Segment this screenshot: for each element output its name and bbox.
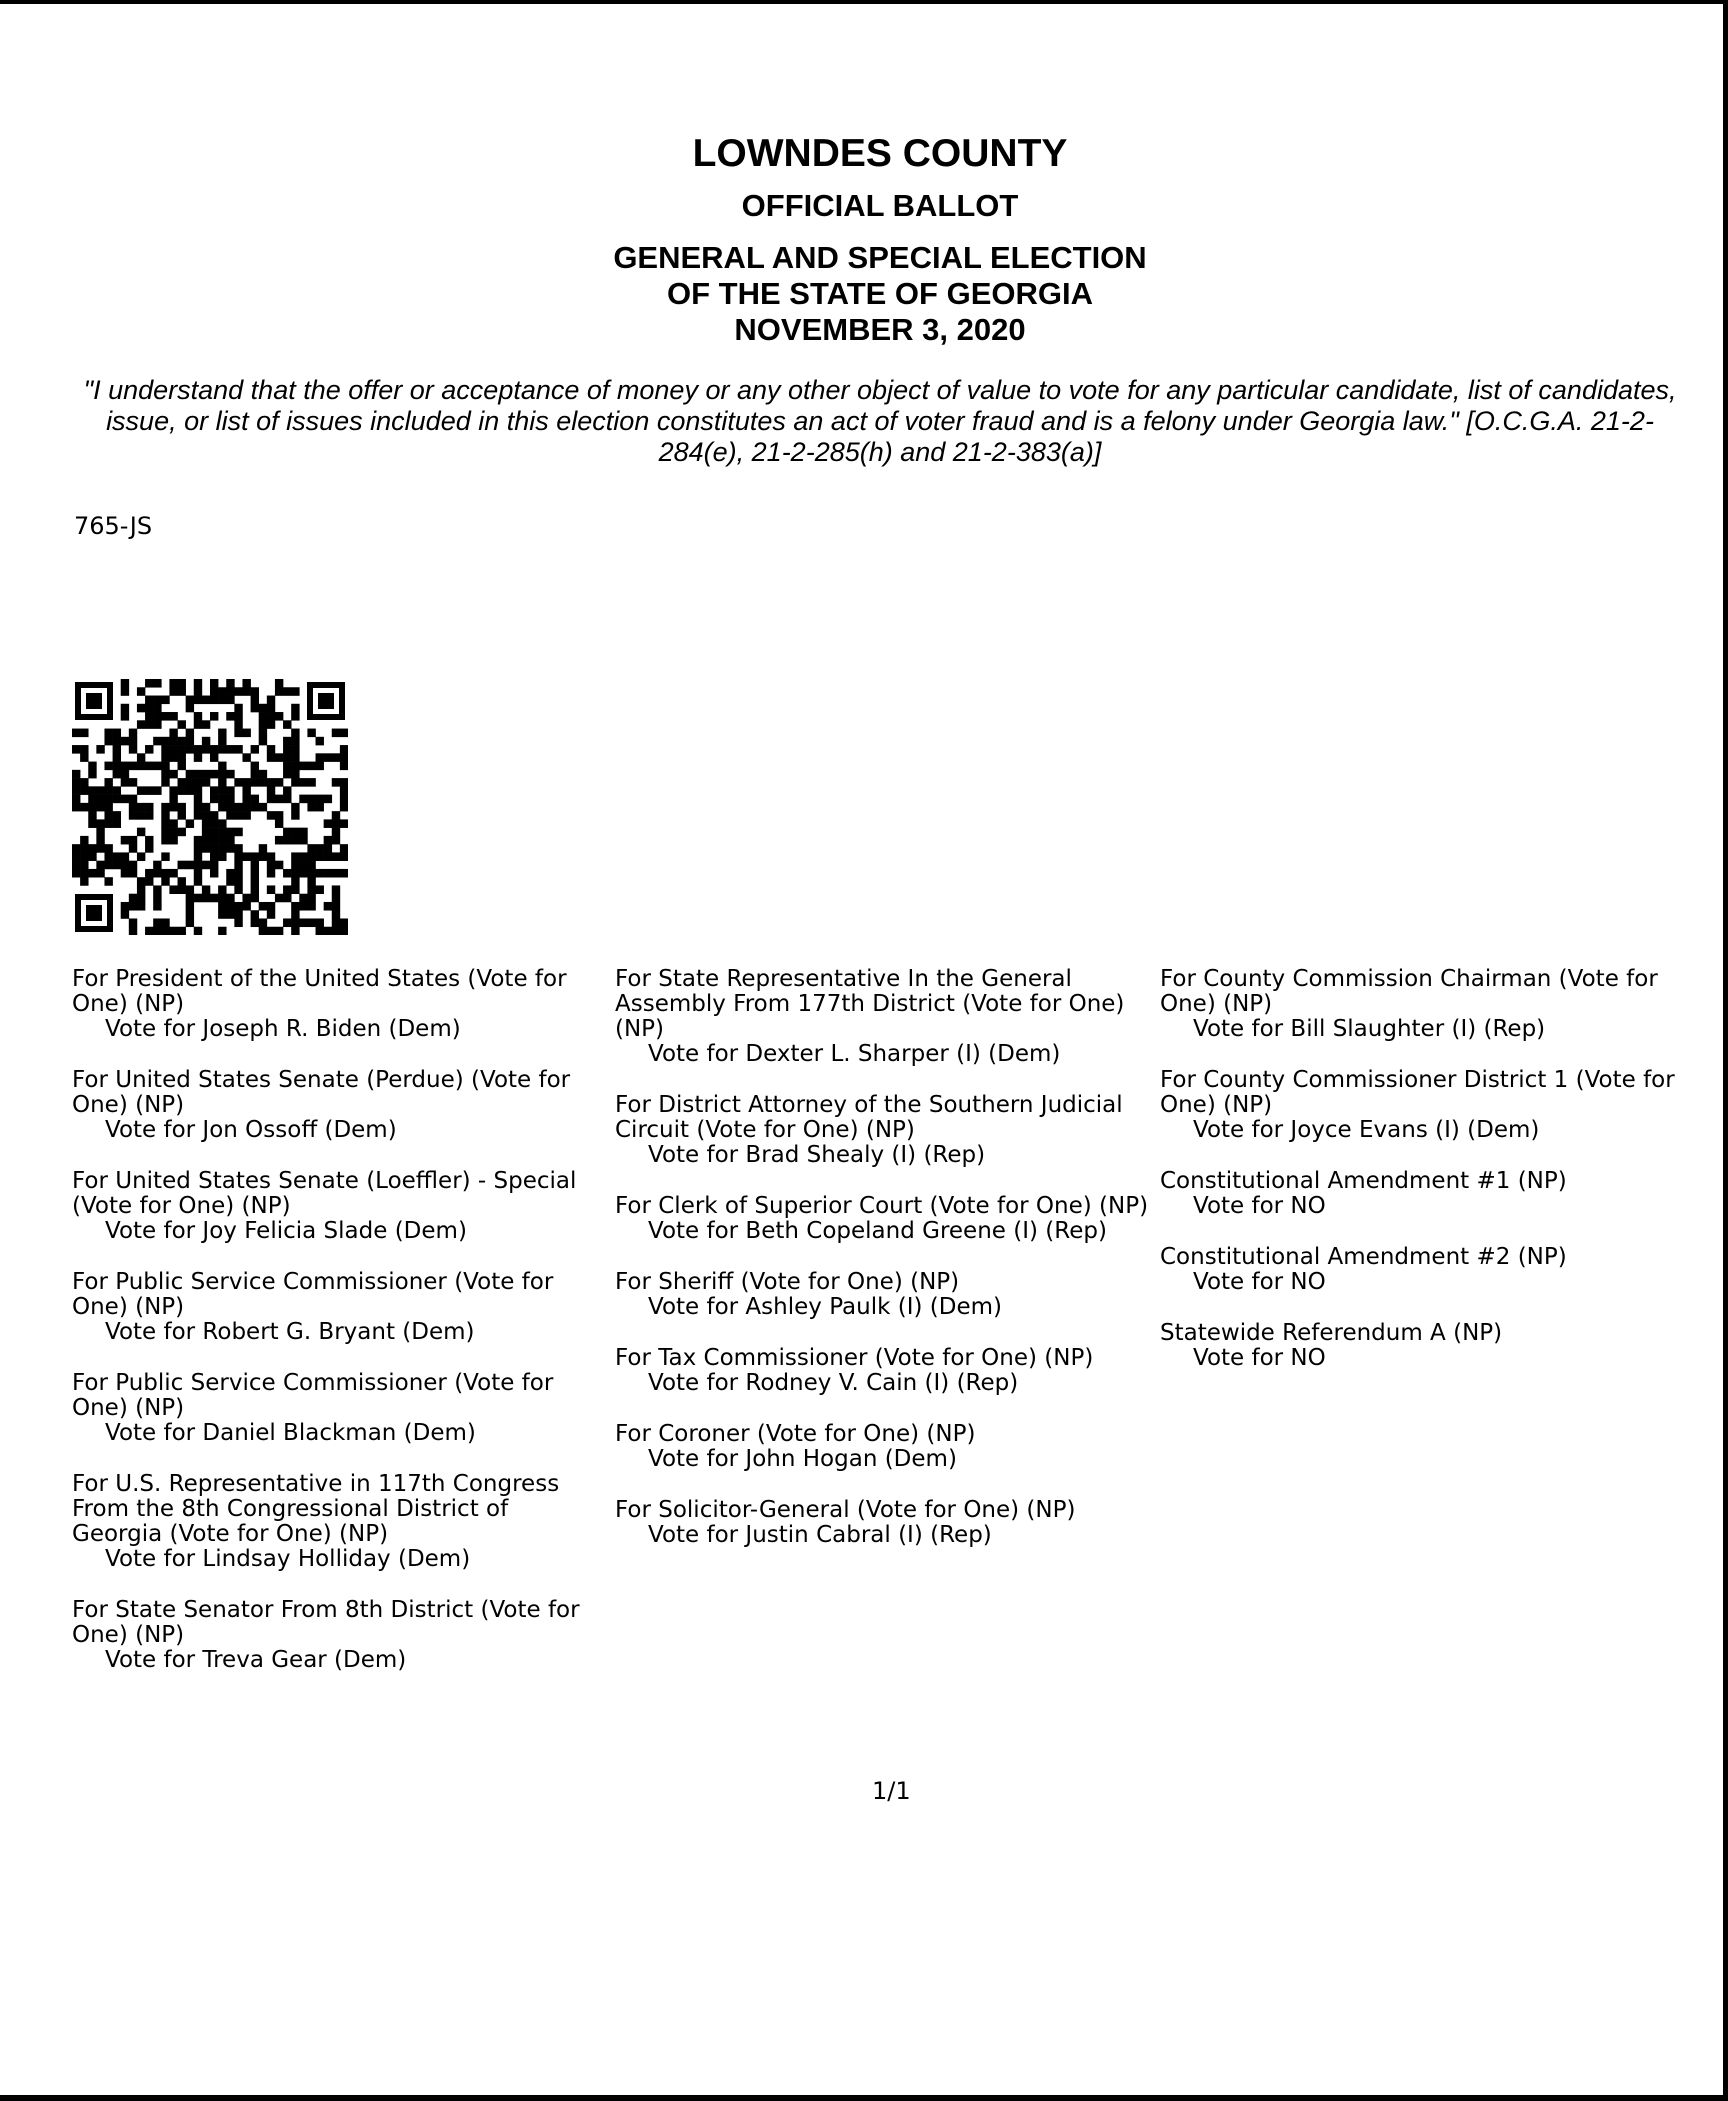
- contest-title: For Clerk of Superior Court (Vote for One) (NP): [615, 1193, 1149, 1219]
- contest-title: Statewide Referendum A (NP): [1160, 1320, 1503, 1346]
- bottom-border: [0, 2095, 1728, 2101]
- contest-title: For Public Service Commissioner (Vote for One) (NP): [72, 1370, 554, 1421]
- contest-item: [1160, 967, 1680, 1042]
- contest-title: For County Commissioner District 1 (Vote for One) (NP): [1160, 1067, 1675, 1118]
- vote-selection: Vote for Joyce Evans (I) (Dem): [1193, 1117, 1540, 1143]
- contest-item: [72, 1598, 602, 1673]
- ballot-header: [0, 128, 1728, 348]
- contest-item: [615, 1270, 1150, 1320]
- county-title: LOWNDES COUNTY: [692, 132, 1068, 175]
- vote-selection: Vote for Bill Slaughter (I) (Rep): [1193, 1016, 1546, 1042]
- vote-selection: Vote for NO: [1193, 1269, 1326, 1295]
- contest-item: [615, 1422, 1150, 1472]
- contest-title: For County Commission Chairman (Vote for One) (NP): [1160, 967, 1658, 1017]
- contest-item: [72, 1371, 602, 1446]
- contest-title: Constitutional Amendment #1 (NP): [1160, 1168, 1567, 1194]
- election-title: [0, 240, 1728, 348]
- contest-title: For United States Senate (Loeffler) - Special (Vote for One) (NP): [72, 1168, 577, 1219]
- election-line-1: GENERAL AND SPECIAL ELECTION: [613, 240, 1147, 275]
- contest-title: For Tax Commissioner (Vote for One) (NP): [615, 1345, 1094, 1371]
- vote-selection: Vote for Treva Gear (Dem): [105, 1647, 407, 1673]
- contest-item: [615, 1093, 1150, 1168]
- vote-selection: Vote for Joseph R. Biden (Dem): [105, 1016, 461, 1042]
- contest-title: For Coroner (Vote for One) (NP): [615, 1421, 976, 1447]
- contest-item: [72, 1169, 602, 1244]
- vote-selection: Vote for NO: [1193, 1345, 1326, 1371]
- contest-item: [1160, 1245, 1680, 1295]
- top-border: [0, 0, 1728, 4]
- contest-title: For State Senator From 8th District (Vote for One) (NP): [72, 1597, 580, 1648]
- contest-title: For Solicitor-General (Vote for One) (NP): [615, 1497, 1076, 1523]
- contest-title: For U.S. Representative in 117th Congress From the 8th Congressional District of Georgia (Vote for One) (NP): [72, 1471, 560, 1547]
- vote-selection: Vote for John Hogan (Dem): [648, 1446, 957, 1472]
- vote-selection: Vote for Brad Shealy (I) (Rep): [648, 1142, 986, 1168]
- vote-selection: Vote for Rodney V. Cain (I) (Rep): [648, 1370, 1019, 1396]
- election-date: NOVEMBER 3, 2020: [734, 312, 1026, 347]
- contest-column-1: [72, 967, 602, 1699]
- contest-item: [1160, 1169, 1680, 1219]
- vote-selection: Vote for Ashley Paulk (I) (Dem): [648, 1294, 1002, 1320]
- vote-selection: Vote for Beth Copeland Greene (I) (Rep): [648, 1218, 1107, 1244]
- contest-item: [72, 967, 602, 1042]
- vote-selection: Vote for Justin Cabral (I) (Rep): [648, 1522, 992, 1548]
- contest-column-3: [1160, 967, 1680, 1397]
- contest-title: Constitutional Amendment #2 (NP): [1160, 1244, 1567, 1270]
- vote-selection: Vote for Daniel Blackman (Dem): [105, 1420, 476, 1446]
- contest-item: [615, 1498, 1150, 1548]
- vote-selection: Vote for Joy Felicia Slade (Dem): [105, 1218, 467, 1244]
- qr-code: [72, 679, 348, 935]
- vote-selection: Vote for Robert G. Bryant (Dem): [105, 1319, 475, 1345]
- page-number: 1/1: [872, 1777, 911, 1805]
- contest-item: [615, 967, 1150, 1067]
- election-line-2: OF THE STATE OF GEORGIA: [667, 276, 1093, 311]
- contest-item: [72, 1068, 602, 1143]
- contest-title: For Public Service Commissioner (Vote for One) (NP): [72, 1269, 554, 1320]
- ballot-type: OFFICIAL BALLOT: [741, 188, 1019, 223]
- contest-title: For United States Senate (Perdue) (Vote for One) (NP): [72, 1067, 571, 1118]
- contest-title: For District Attorney of the Southern Judicial Circuit (Vote for One) (NP): [615, 1092, 1123, 1143]
- vote-selection: Vote for Lindsay Holliday (Dem): [105, 1546, 471, 1572]
- vote-selection: Vote for Jon Ossoff (Dem): [105, 1117, 397, 1143]
- contest-item: [72, 1472, 602, 1572]
- contest-item: [1160, 1068, 1680, 1143]
- contest-item: [72, 1270, 602, 1345]
- contest-item: [615, 1346, 1150, 1396]
- contest-item: [615, 1194, 1150, 1244]
- contest-title: For State Representative In the General Assembly From 177th District (Vote for One) (NP): [615, 966, 1125, 1042]
- vote-selection: Vote for NO: [1193, 1193, 1326, 1219]
- vote-selection: Vote for Dexter L. Sharper (I) (Dem): [648, 1041, 1061, 1067]
- contest-title: For Sheriff (Vote for One) (NP): [615, 1269, 960, 1295]
- contest-item: [1160, 1321, 1680, 1371]
- contest-column-2: [615, 967, 1150, 1574]
- contest-title: For President of the United States (Vote for One) (NP): [72, 966, 567, 1017]
- ballot-code: 765-JS: [74, 512, 153, 540]
- voter-fraud-oath: "I understand that the offer or acceptance of money or any other object of value to vote for any particular candidate, list of candidates, issue, or list of issues included in this election constitutes an act of voter fraud and is a felony under Georgia law." [O.C.G.A. 21-2-284(e), 21-2-285(h) and 21-2-383(a)]: [83, 375, 1677, 467]
